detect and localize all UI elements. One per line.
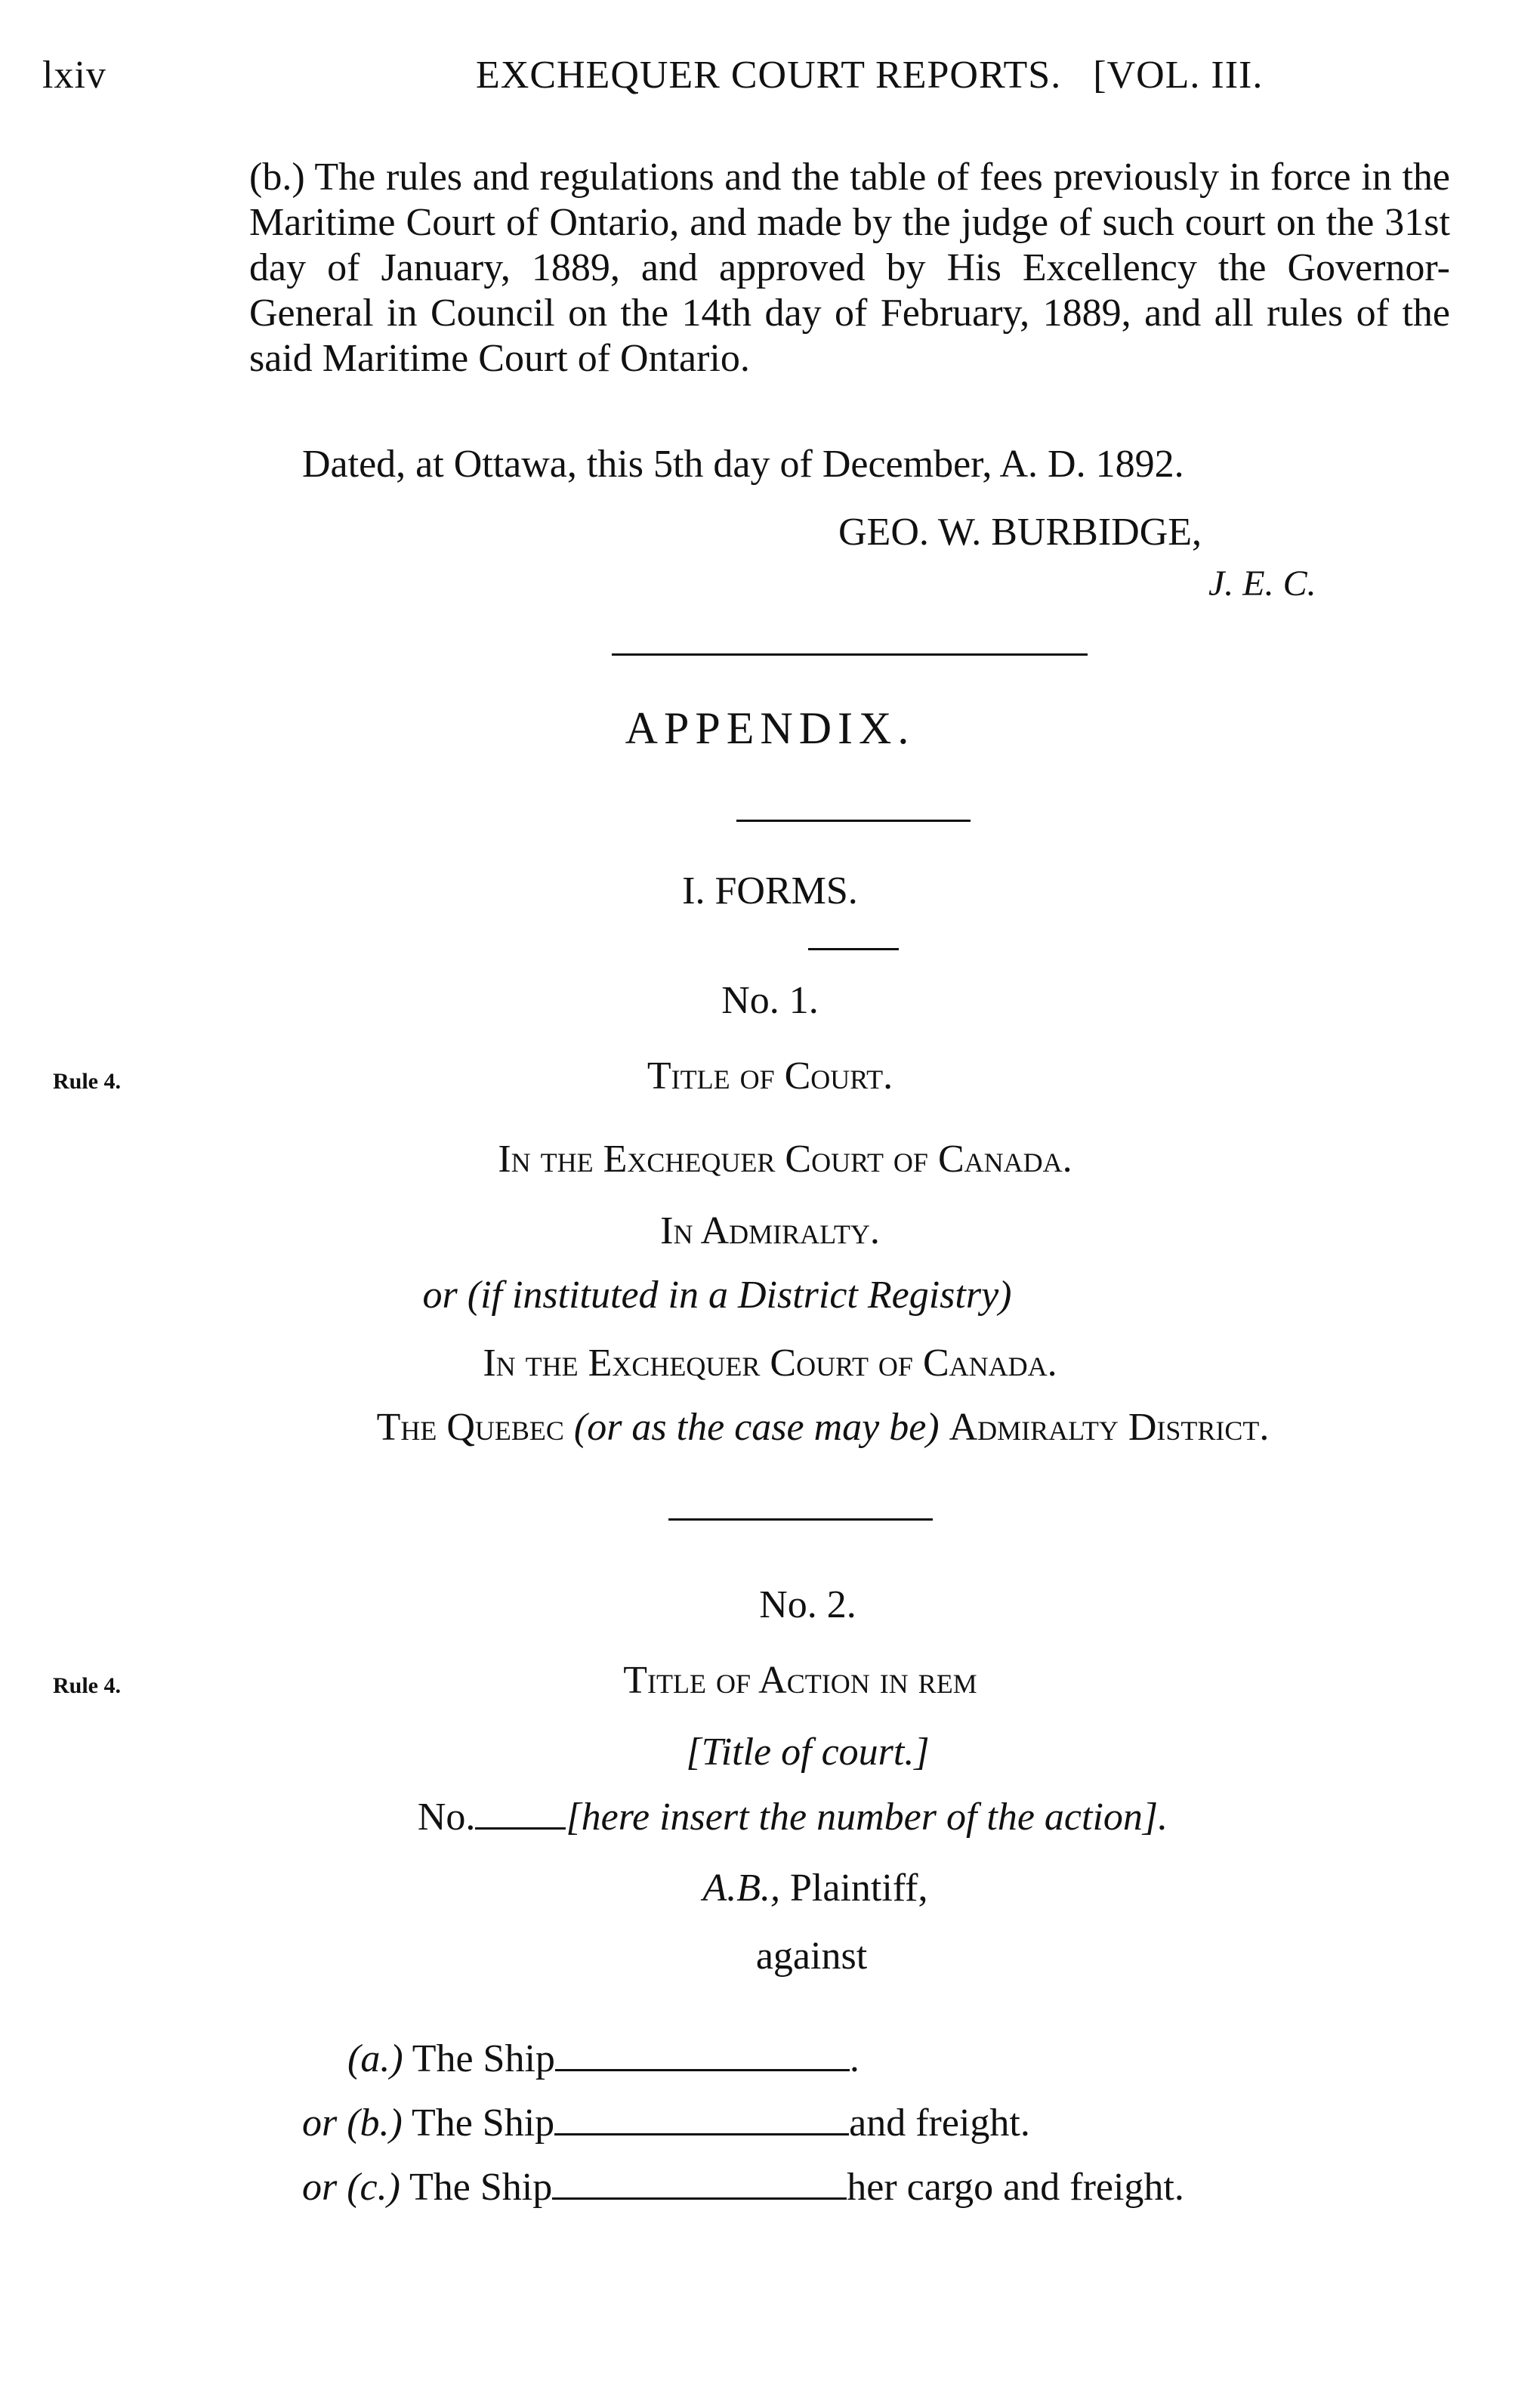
- option-suffix: and freight.: [849, 2102, 1030, 2145]
- divider-rule: [808, 948, 899, 950]
- divider-rule: [668, 1518, 933, 1521]
- paragraph-b: [249, 155, 1450, 381]
- running-title: EXCHEQUER COURT REPORTS. [VOL. III.: [476, 54, 1264, 97]
- divider-rule: [612, 653, 1088, 656]
- form2-against: against: [755, 1935, 868, 1978]
- form2-court-line: [Title of court.]: [686, 1731, 930, 1774]
- form1-line5-italic: (or as the case may be): [573, 1406, 940, 1449]
- option-prefix: or (c.): [302, 2166, 400, 2209]
- option-text: The Ship: [409, 2166, 553, 2209]
- form2-plaintiff: [0, 1866, 1540, 1910]
- dated-line: Dated, at Ottawa, this 5th day of December, A. D. 1892.: [302, 443, 1184, 486]
- option-suffix: .: [849, 2037, 859, 2080]
- form2-title: Title of Action in rem: [623, 1659, 977, 1702]
- form1-line3-italic: (if instituted in a District Registry): [467, 1274, 1012, 1317]
- ship-name-blank: [555, 2036, 850, 2071]
- form1-line3-prefix: or: [422, 1274, 458, 1317]
- form2-margin-note: Rule 4.: [53, 1673, 121, 1698]
- form2-number: No. 2.: [759, 1583, 856, 1626]
- form1-line5-a: The Quebec: [376, 1406, 564, 1449]
- option-suffix: her cargo and freight.: [847, 2166, 1184, 2209]
- form2-number-line: [0, 1794, 1540, 1839]
- divider-rule: [736, 820, 971, 822]
- appendix-heading: APPENDIX.: [625, 703, 915, 753]
- form1-line2: In Admiralty.: [660, 1209, 880, 1252]
- forms-heading: I. FORMS.: [682, 869, 858, 913]
- form1-line5-b: Admiralty District.: [949, 1406, 1270, 1449]
- form1-line5: [0, 1405, 1540, 1450]
- form1-title: Title of Court.: [647, 1055, 893, 1098]
- ship-name-blank: [554, 2100, 849, 2135]
- ship-name-blank: [552, 2164, 847, 2200]
- form1-number: No. 1.: [721, 979, 819, 1022]
- option-prefix: (a.): [347, 2037, 403, 2080]
- plaintiff-initials: A.B.,: [702, 1867, 781, 1910]
- number-blank: [475, 1794, 566, 1830]
- form1-line3: [0, 1273, 1540, 1317]
- plaintiff-label: Plaintiff,: [790, 1867, 928, 1910]
- signature-title: J. E. C.: [1208, 564, 1316, 604]
- form2-number-note: [here insert the number of the action].: [566, 1796, 1168, 1839]
- option-text: The Ship: [411, 2102, 555, 2145]
- form1-line4: In the Exchequer Court of Canada.: [483, 1342, 1057, 1385]
- signature-name: GEO. W. BURBIDGE,: [838, 511, 1202, 554]
- option-a: [347, 2036, 859, 2081]
- form2-number-prefix: No.: [417, 1796, 476, 1839]
- page-number: lxiv: [42, 54, 106, 97]
- option-c: [302, 2164, 1184, 2210]
- option-b: [302, 2100, 1030, 2145]
- paragraph-b-text: (b.) The rules and regulations and the table of fees previously in force in the Maritime Court of Ontario, and made by the judge of such court on the 31st day of January, 1889, and approved by His Excellency the Governor-General in Council on the 14th day of February, 1889, and all rules of the said Maritime Court of Ontario.: [249, 156, 1450, 380]
- option-prefix: or (b.): [302, 2102, 403, 2145]
- form1-margin-note: Rule 4.: [53, 1069, 121, 1094]
- option-text: The Ship: [412, 2037, 555, 2080]
- form1-line1: In the Exchequer Court of Canada.: [498, 1138, 1072, 1181]
